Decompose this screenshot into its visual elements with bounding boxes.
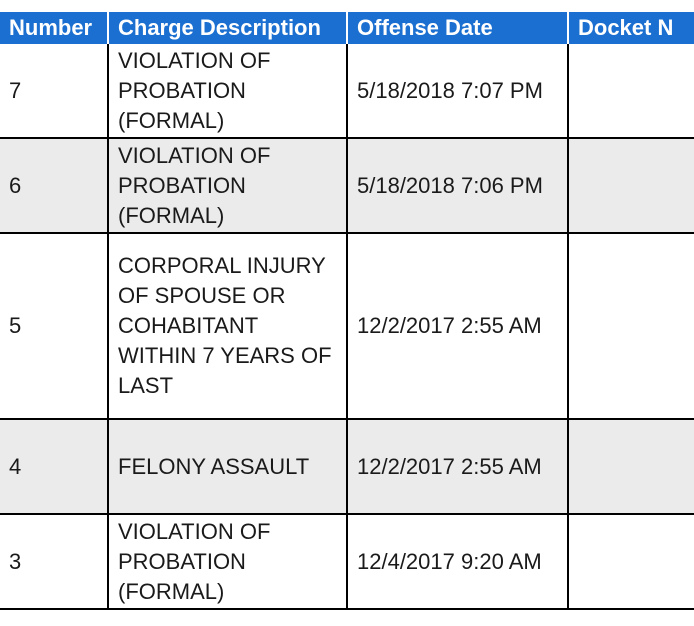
table-row <box>0 138 694 233</box>
cell-number: 7 <box>0 44 108 138</box>
cell-offense-date: 12/4/2017 9:20 AM <box>347 514 568 609</box>
cell-docket <box>568 233 694 419</box>
table-row <box>0 514 694 609</box>
cell-offense-date: 5/18/2018 7:06 PM <box>347 138 568 233</box>
cell-charge-description: VIOLATION OF PROBATION (FORMAL) <box>108 44 347 138</box>
cell-number: 4 <box>0 419 108 514</box>
cell-docket <box>568 419 694 514</box>
cell-charge-description: CORPORAL INJURY OF SPOUSE OR COHABITANT WITHIN 7 YEARS OF LAST <box>108 233 347 419</box>
cell-charge-description: FELONY ASSAULT <box>108 419 347 514</box>
cell-docket <box>568 138 694 233</box>
header-number[interactable]: Number <box>0 12 108 44</box>
cell-docket <box>568 514 694 609</box>
cell-number: 5 <box>0 233 108 419</box>
cell-offense-date: 5/18/2018 7:07 PM <box>347 44 568 138</box>
table-row <box>0 44 694 138</box>
table-row <box>0 419 694 514</box>
cell-offense-date: 12/2/2017 2:55 AM <box>347 233 568 419</box>
header-charge-description[interactable]: Charge Description <box>108 12 347 44</box>
cell-charge-description: VIOLATION OF PROBATION (FORMAL) <box>108 514 347 609</box>
cell-number: 6 <box>0 138 108 233</box>
cell-offense-date: 12/2/2017 2:55 AM <box>347 419 568 514</box>
cell-charge-description: VIOLATION OF PROBATION (FORMAL) <box>108 138 347 233</box>
header-offense-date[interactable]: Offense Date <box>347 12 568 44</box>
cell-docket <box>568 44 694 138</box>
cell-number: 3 <box>0 514 108 609</box>
header-docket-number[interactable]: Docket N <box>568 12 694 44</box>
table-header-row <box>0 12 694 44</box>
charges-table <box>0 12 694 610</box>
table-row <box>0 233 694 419</box>
charges-table-container <box>0 12 694 610</box>
